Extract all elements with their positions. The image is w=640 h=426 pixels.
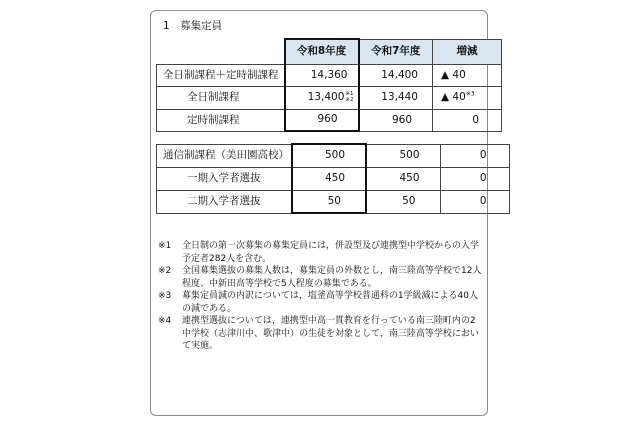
row-diff: 0	[440, 144, 509, 167]
row-diff	[433, 86, 502, 109]
row-label: 通信制課程（美田園高校）	[157, 144, 293, 167]
table-header-row	[157, 39, 502, 64]
footnote-text: 募集定員減の内訳については，塩釜高等学校普通科の1学級減による40人の減である。	[182, 291, 479, 314]
footnote-marks	[345, 91, 353, 103]
footnote-mark-3: ※3	[465, 90, 475, 98]
row-r8: 14,360	[285, 64, 359, 86]
row-label: 二期入学者選抜	[157, 190, 293, 213]
row-r7: 14,400	[359, 64, 433, 86]
row-r8: 960	[285, 109, 359, 131]
footnote-text: 全日制の第一次募集の募集定員には，併設型及び連携型中学校からの入学予定者282人を含む。	[182, 241, 480, 264]
header-diff: 増減	[433, 39, 502, 64]
footnote-mark: ※2	[158, 266, 172, 276]
row-diff: 0	[440, 167, 509, 190]
footnote	[158, 290, 484, 315]
row-r8: 450	[292, 167, 366, 190]
footnote	[158, 240, 484, 265]
row-diff: 0	[440, 190, 509, 213]
footnote-mark: ※1	[158, 241, 172, 251]
row-label: 一期入学者選抜	[157, 167, 293, 190]
footnote-mark: ※3	[158, 291, 172, 301]
row-r8-value: 13,400	[307, 91, 345, 103]
footnote-mark-1: ※1	[345, 91, 354, 97]
table-row	[157, 144, 510, 167]
row-r8: 50	[292, 190, 366, 213]
row-label	[157, 86, 285, 109]
row-r7: 960	[359, 109, 433, 131]
correspondence-table	[156, 143, 510, 214]
table-row	[157, 167, 510, 190]
header-r7: 令和7年度	[359, 39, 433, 64]
table-row	[157, 86, 502, 109]
row-r8: 500	[292, 144, 366, 167]
footnote-text: 連携型選抜については，連携型中高一貫教育を行っている南三陸町内の2中学校（志津川中、歌津中）の生徒を対象として，南三陸高等学校において実施。	[182, 316, 479, 351]
footnote-mark-2: ※2	[345, 97, 354, 103]
header-blank	[157, 39, 285, 64]
row-diff: 0	[433, 109, 502, 131]
footnote	[158, 315, 484, 353]
table-row	[157, 109, 502, 131]
footnote-text: 全国募集選抜の募集人数は，募集定員の外数とし，南三陸高等学校で12人程度、中新田高等学校で5人程度の募集である。	[182, 266, 482, 289]
row-r8	[285, 86, 359, 109]
row-label: 全日制課程＋定時制課程	[157, 64, 285, 86]
footnotes	[158, 240, 484, 353]
table-row	[157, 190, 510, 213]
row-diff: ▲ 40	[433, 64, 502, 86]
row-r7: 500	[366, 144, 440, 167]
row-diff-value: ▲ 40	[441, 91, 466, 103]
row-label: 定時制課程	[157, 109, 285, 131]
section-title: 1 募集定員	[163, 20, 223, 32]
row-label-text: 全日制課程	[187, 91, 240, 103]
row-r7: 450	[366, 167, 440, 190]
row-r7: 13,440	[359, 86, 433, 109]
header-r8: 令和8年度	[285, 39, 359, 64]
row-r7: 50	[366, 190, 440, 213]
table-row	[157, 64, 502, 86]
footnote	[158, 265, 484, 290]
capacity-table	[156, 38, 502, 132]
footnote-mark: ※4	[158, 316, 172, 326]
